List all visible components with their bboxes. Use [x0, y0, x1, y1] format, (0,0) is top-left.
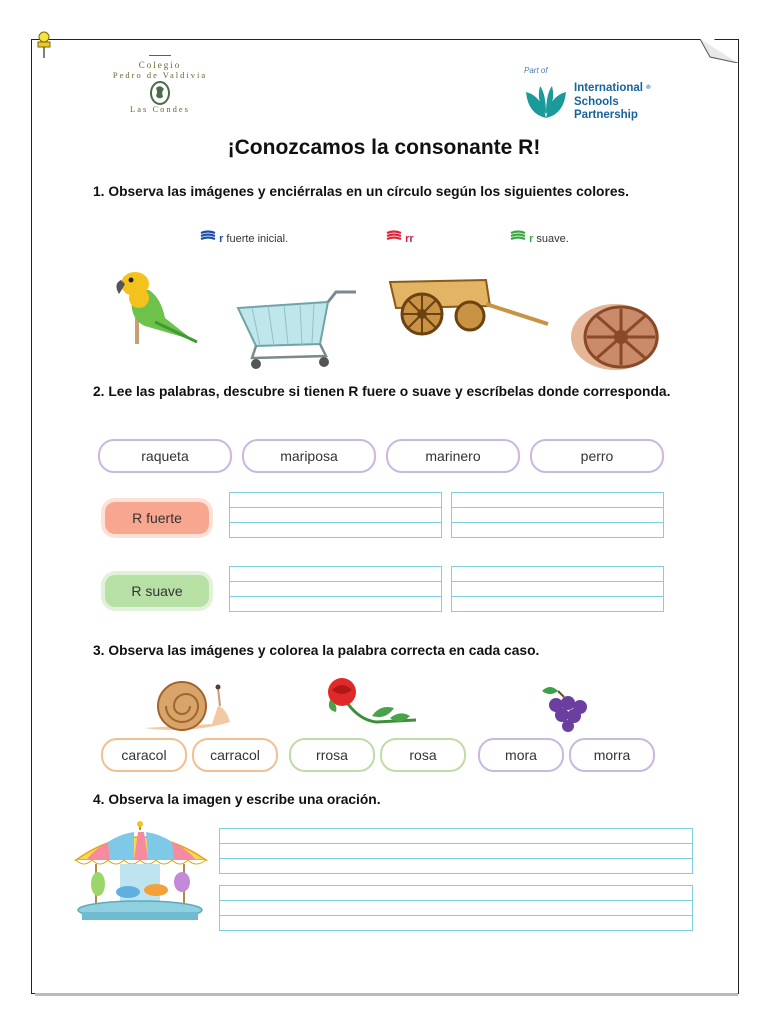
legend-text-3: suave. — [536, 233, 569, 245]
word-marinero: marinero — [386, 439, 520, 473]
page-shadow — [35, 993, 738, 996]
writing-lines-fuerte-1[interactable] — [229, 492, 442, 538]
instruction-2: 2. Lee las palabras, descubre si tienen R fuere o suave y escríbelas donde corresponda. — [93, 384, 671, 399]
writing-lines-suave-1[interactable] — [229, 566, 442, 612]
option-caracol[interactable]: caracol — [101, 738, 187, 772]
legend-letter-2: rr — [405, 233, 414, 245]
grapes-icon — [536, 683, 590, 733]
partner-name-1: International — [574, 82, 644, 94]
word-mariposa: mariposa — [242, 439, 376, 473]
isp-logo — [520, 66, 670, 130]
legend-letter-1: r — [219, 233, 224, 245]
page-fold-icon — [700, 39, 738, 63]
word-perro: perro — [530, 439, 664, 473]
red-scribble-icon — [386, 230, 402, 242]
legend-text-1: fuerte inicial. — [226, 233, 289, 245]
school-name-line2: Pedro de Valdivia — [112, 70, 208, 80]
instruction-3: 3. Observa las imágenes y colorea la palabra correcta en cada caso. — [93, 643, 540, 658]
school-crest-icon — [149, 80, 171, 106]
option-rrosa[interactable]: rrosa — [289, 738, 375, 772]
option-morra[interactable]: morra — [569, 738, 655, 772]
word-raqueta: raqueta — [98, 439, 232, 473]
shopping-cart-icon — [232, 284, 358, 370]
wooden-cart-icon — [386, 276, 550, 338]
blue-scribble-icon — [200, 230, 216, 242]
snail-icon — [140, 678, 232, 734]
leaves-icon — [524, 84, 568, 120]
writing-lines-suave-2[interactable] — [451, 566, 664, 612]
carousel-icon — [72, 820, 212, 924]
green-scribble-icon — [510, 230, 526, 242]
instruction-4: 4. Observa la imagen y escribe una oración. — [93, 792, 381, 807]
r-fuerte-label: R fuerte — [105, 502, 209, 534]
rose-icon — [320, 676, 420, 732]
school-name-line3: Las Condes — [130, 104, 190, 114]
option-rosa[interactable]: rosa — [380, 738, 466, 772]
registered-mark: ® — [646, 85, 651, 91]
legend-item-2 — [386, 230, 414, 245]
sentence-lines-1[interactable] — [219, 828, 693, 874]
r-suave-label: R suave — [105, 575, 209, 607]
partner-name-2: Schools — [574, 95, 619, 108]
instruction-1: 1. Observa las imágenes y enciérralas en un círculo según los siguientes colores. — [93, 184, 630, 199]
writing-lines-fuerte-2[interactable] — [451, 492, 664, 538]
school-name-line1: Colegio — [138, 60, 182, 70]
pushpin-icon — [34, 30, 54, 60]
partner-prefix: Part of — [524, 66, 548, 75]
page-title: ¡Conozcamos la consonante R! — [227, 136, 541, 159]
parrot-icon — [105, 268, 200, 346]
legend-item-1 — [200, 230, 288, 245]
option-carracol[interactable]: carracol — [192, 738, 278, 772]
legend-letter-3: r — [529, 233, 534, 245]
sentence-lines-2[interactable] — [219, 885, 693, 931]
partner-name-3: Partnership — [574, 109, 638, 121]
option-mora[interactable]: mora — [478, 738, 564, 772]
legend-item-3 — [510, 230, 569, 245]
wheel-icon — [565, 302, 661, 372]
